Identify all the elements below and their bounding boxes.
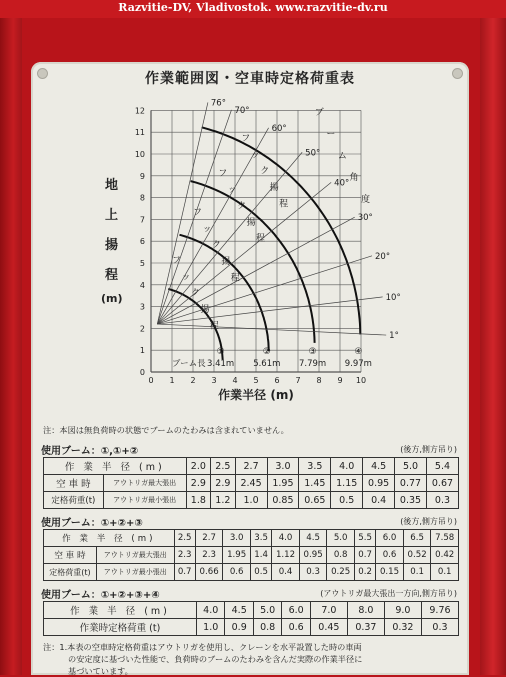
table-cell: 0.4 <box>363 492 395 509</box>
table-cell: 0.3 <box>426 492 458 509</box>
row-label: 空 車 時 <box>44 475 104 492</box>
table-row <box>44 530 459 547</box>
table-cell: 3.5 <box>299 458 331 475</box>
x-tick-label: 1 <box>169 376 175 385</box>
table-cell: 4.0 <box>331 458 363 475</box>
hook-label-char: ッ <box>181 272 191 283</box>
angle-label: 70° <box>234 105 250 116</box>
table-cell: 0.8 <box>327 547 355 564</box>
table-cell: 0.5 <box>331 492 363 509</box>
table-cell: 0.15 <box>376 564 404 581</box>
y-tick-label: 8 <box>139 193 145 203</box>
table-cell: 2.9 <box>211 475 236 492</box>
table-cell: 5.5 <box>354 530 375 547</box>
table-cell: 0.32 <box>384 619 421 636</box>
table-row <box>44 619 459 636</box>
boom-angle-label-char: ブ <box>314 107 324 118</box>
boom-length-label: 9.97m <box>344 359 372 369</box>
note-2-line-3: 基づいています。 <box>68 666 133 676</box>
table-cell: 0.37 <box>347 619 384 636</box>
table-cell: 3.5 <box>250 530 271 547</box>
angle-ray <box>157 297 382 324</box>
x-axis-label: 作業半径 (m) <box>218 388 294 402</box>
angle-label: 50° <box>305 148 321 159</box>
plate-title: 作業範囲図・空車時定格荷重表 <box>145 71 355 87</box>
table-cell: 0.25 <box>327 564 355 581</box>
hook-label-char: ッ <box>227 185 237 196</box>
table-cell: 0.66 <box>195 564 223 581</box>
hook-label-char: フ <box>193 208 203 219</box>
table-cell: 1.12 <box>272 547 300 564</box>
x-tick-label: 9 <box>337 376 343 385</box>
angle-ray <box>157 324 386 335</box>
table-cell: 6.5 <box>403 530 431 547</box>
table-row <box>44 564 459 581</box>
y-tick-label: 7 <box>139 215 145 225</box>
table-cell: 2.3 <box>174 547 195 564</box>
hook-label-char: ク <box>190 288 200 299</box>
table-cell: 0.95 <box>299 547 327 564</box>
y-tick-label: 12 <box>134 106 145 116</box>
boom-mark: ① <box>216 347 225 357</box>
table-cell: 2.9 <box>186 475 211 492</box>
red-frame-right <box>480 18 506 675</box>
table-cell: 0.1 <box>403 564 431 581</box>
table-cell: 6.0 <box>376 530 404 547</box>
section-1-title: 使用ブーム：①,①+② <box>41 446 139 457</box>
y-label-char: 地 <box>105 178 119 193</box>
angle-label: 30° <box>357 213 373 224</box>
hook-label-char: フ <box>172 256 182 266</box>
table-cell: 2.7 <box>195 530 223 547</box>
hook-label-char: 程 <box>279 199 289 210</box>
section-2-note: (後方,側方吊り) <box>400 517 457 526</box>
load-table-3 <box>43 601 459 636</box>
table-cell: 1.4 <box>250 547 271 564</box>
boom-length-label: 7.79m <box>298 359 327 369</box>
table-cell: 5.0 <box>327 530 355 547</box>
table-cell: 0.8 <box>253 619 281 636</box>
boom-angle-label-char: 角 <box>349 173 359 184</box>
table-cell: 0.6 <box>376 547 404 564</box>
table-cell: 2.5 <box>211 458 236 475</box>
hook-label-char: フ <box>218 168 228 179</box>
x-tick-label: 7 <box>295 376 301 385</box>
row-label: 空 車 時 <box>44 547 97 564</box>
section-3-title: 使用ブーム：①+②+③+④ <box>41 590 160 601</box>
boom-length-label: 3.41m <box>207 359 235 369</box>
radius-header: 作 業 半 径 (m) <box>44 530 175 547</box>
y-tick-label: 1 <box>139 346 145 356</box>
table-cell: 1.95 <box>267 475 299 492</box>
table-cell: 0.7 <box>174 564 195 581</box>
table-cell: 4.0 <box>197 602 225 619</box>
table-cell: 1.0 <box>197 619 225 636</box>
table-cell: 2.5 <box>174 530 195 547</box>
y-tick-label: 4 <box>139 280 145 290</box>
y-tick-label: 2 <box>139 324 145 334</box>
table-cell: 6.0 <box>282 602 310 619</box>
hook-label-char: ク <box>211 240 221 251</box>
table-cell: 4.5 <box>363 458 395 475</box>
table-cell: 1.2 <box>211 492 236 509</box>
x-tick-label: 4 <box>232 376 238 385</box>
x-tick-label: 2 <box>190 376 196 385</box>
table-cell: 1.0 <box>235 492 267 509</box>
y-label-unit: (m) <box>101 292 123 305</box>
table-cell: 0.3 <box>421 619 458 636</box>
red-frame-left <box>0 18 22 675</box>
table-cell: 0.7 <box>354 547 375 564</box>
hook-label-char: 程 <box>230 273 240 284</box>
angle-label: 40° <box>334 178 350 189</box>
table-cell: 0.52 <box>403 547 431 564</box>
hook-label-char: 揚 <box>246 217 256 228</box>
table-cell: 0.35 <box>395 492 427 509</box>
table-cell: 5.4 <box>426 458 458 475</box>
table-cell: 0.3 <box>299 564 327 581</box>
y-label-char: 程 <box>105 268 119 283</box>
table-row <box>44 475 459 492</box>
hook-label-char: 揚 <box>269 182 279 193</box>
table-cell: 0.1 <box>431 564 459 581</box>
angle-label: 10° <box>385 292 401 303</box>
boom-mark: ③ <box>308 347 317 357</box>
table-cell: 2.0 <box>186 458 211 475</box>
y-tick-label: 5 <box>139 259 145 268</box>
load-table-1 <box>43 457 459 509</box>
table-cell: 5.0 <box>253 602 281 619</box>
hook-label-char: フ <box>241 133 251 144</box>
outrigger-label: アウトリガ最大張出 <box>103 475 186 492</box>
table-row <box>44 458 459 475</box>
x-tick-label: 10 <box>355 376 367 385</box>
x-tick-label: 0 <box>148 376 154 385</box>
x-tick-label: 6 <box>274 376 280 385</box>
outrigger-label: アウトリガ最大張出 <box>96 547 174 564</box>
table-cell: 9.76 <box>421 602 458 619</box>
table-cell: 0.2 <box>354 564 375 581</box>
table-cell: 0.85 <box>267 492 299 509</box>
table-cell: 1.95 <box>223 547 251 564</box>
hook-label-char: 揚 <box>200 305 210 316</box>
boom-mark: ④ <box>354 347 363 357</box>
load-header: 作業時定格荷重 (t) <box>44 619 197 636</box>
boom-angle-label-char: ー <box>326 129 336 140</box>
y-tick-label: 3 <box>139 302 145 312</box>
table-row <box>44 602 459 619</box>
boom-length-caption: ブーム長 <box>171 359 206 369</box>
boom-angle-label-char: ム <box>337 151 347 162</box>
section-1-note: (後方,側方吊り) <box>400 445 457 454</box>
table-cell: 8.0 <box>347 602 384 619</box>
table-cell: 2.45 <box>235 475 267 492</box>
angle-ray <box>157 152 302 324</box>
section-3-note: (アウトリガ最大張出一方向,側方吊り) <box>320 589 457 598</box>
table-cell: 4.0 <box>272 530 300 547</box>
note-1: 注：本図は無負荷時の状態でブームのたわみは含まれていません。 <box>43 425 289 435</box>
table-cell: 4.5 <box>225 602 253 619</box>
table-cell: 3.0 <box>267 458 299 475</box>
table-row <box>44 547 459 564</box>
x-tick-label: 8 <box>316 376 322 385</box>
row-label: 定格荷重(t) <box>44 492 104 509</box>
angle-label: 20° <box>375 251 391 262</box>
table-cell: 0.45 <box>310 619 347 636</box>
table-cell: 0.6 <box>282 619 310 636</box>
section-2-title: 使用ブーム：①+②+③ <box>41 518 143 529</box>
table-cell: 0.4 <box>272 564 300 581</box>
hook-label-char: 程 <box>209 321 219 332</box>
watermark-text: Razvitie-DV, Vladivostok. www.razvitie-dv.ru <box>118 1 388 14</box>
table-cell: 1.8 <box>186 492 211 509</box>
table-cell: 0.5 <box>250 564 271 581</box>
table-cell: 0.67 <box>426 475 458 492</box>
table-cell: 5.0 <box>395 458 427 475</box>
table-cell: 0.9 <box>225 619 253 636</box>
radius-header: 作 業 半 径 (m) <box>44 458 187 475</box>
y-tick-label: 10 <box>134 150 145 159</box>
table-cell: 1.45 <box>299 475 331 492</box>
table-cell: 0.65 <box>299 492 331 509</box>
x-tick-label: 3 <box>211 376 217 385</box>
table-cell: 0.6 <box>223 564 251 581</box>
boom-arc-4 <box>202 127 361 334</box>
outrigger-label: アウトリガ最小張出 <box>96 564 174 581</box>
y-tick-label: 6 <box>139 237 145 247</box>
y-label-char: 揚 <box>105 238 119 253</box>
table-cell: 2.7 <box>235 458 267 475</box>
table-cell: 1.15 <box>331 475 363 492</box>
note-2-line-1: 注：1.本表の空車時定格荷重はアウトリガを使用し、クレーンを水平設置した時の車両 <box>43 642 362 652</box>
table-cell: 3.0 <box>223 530 251 547</box>
table-cell: 9.0 <box>384 602 421 619</box>
hook-label-char: 揚 <box>221 257 231 268</box>
outrigger-label: アウトリガ最小張出 <box>103 492 186 509</box>
load-chart-plate <box>31 62 469 675</box>
load-table-2 <box>43 529 459 581</box>
y-label-char: 上 <box>105 208 119 223</box>
hook-label-char: ク <box>260 166 270 177</box>
angle-label: 1° <box>389 331 399 342</box>
table-cell: 0.42 <box>431 547 459 564</box>
table-cell: 4.5 <box>299 530 327 547</box>
x-tick-label: 5 <box>253 376 259 385</box>
table-cell: 7.58 <box>431 530 459 547</box>
table-cell: 0.77 <box>395 475 427 492</box>
table-cell: 7.0 <box>310 602 347 619</box>
y-tick-label: 0 <box>139 368 145 377</box>
working-range-diagram <box>31 84 469 402</box>
row-label: 定格荷重(t) <box>44 564 97 581</box>
hook-label-char: ッ <box>250 150 260 161</box>
table-cell: 0.95 <box>363 475 395 492</box>
radius-header: 作 業 半 径 (m) <box>44 602 197 619</box>
hook-label-char: 程 <box>256 234 266 245</box>
hook-label-char: ク <box>237 201 247 212</box>
table-row <box>44 492 459 509</box>
table-cell: 2.3 <box>195 547 223 564</box>
boom-mark: ② <box>262 347 271 357</box>
hook-label-char: ッ <box>202 224 212 235</box>
angle-label: 60° <box>271 123 287 134</box>
boom-length-label: 5.61m <box>253 359 281 369</box>
angle-label: 76° <box>210 98 226 109</box>
y-tick-label: 9 <box>139 171 145 181</box>
boom-angle-label-char: 度 <box>361 194 371 205</box>
note-2-line-2: の安定度に基づいた性能で、負荷時のブームのたわみを含んだ実際の作業半径に <box>68 654 363 664</box>
y-tick-label: 11 <box>134 128 145 138</box>
